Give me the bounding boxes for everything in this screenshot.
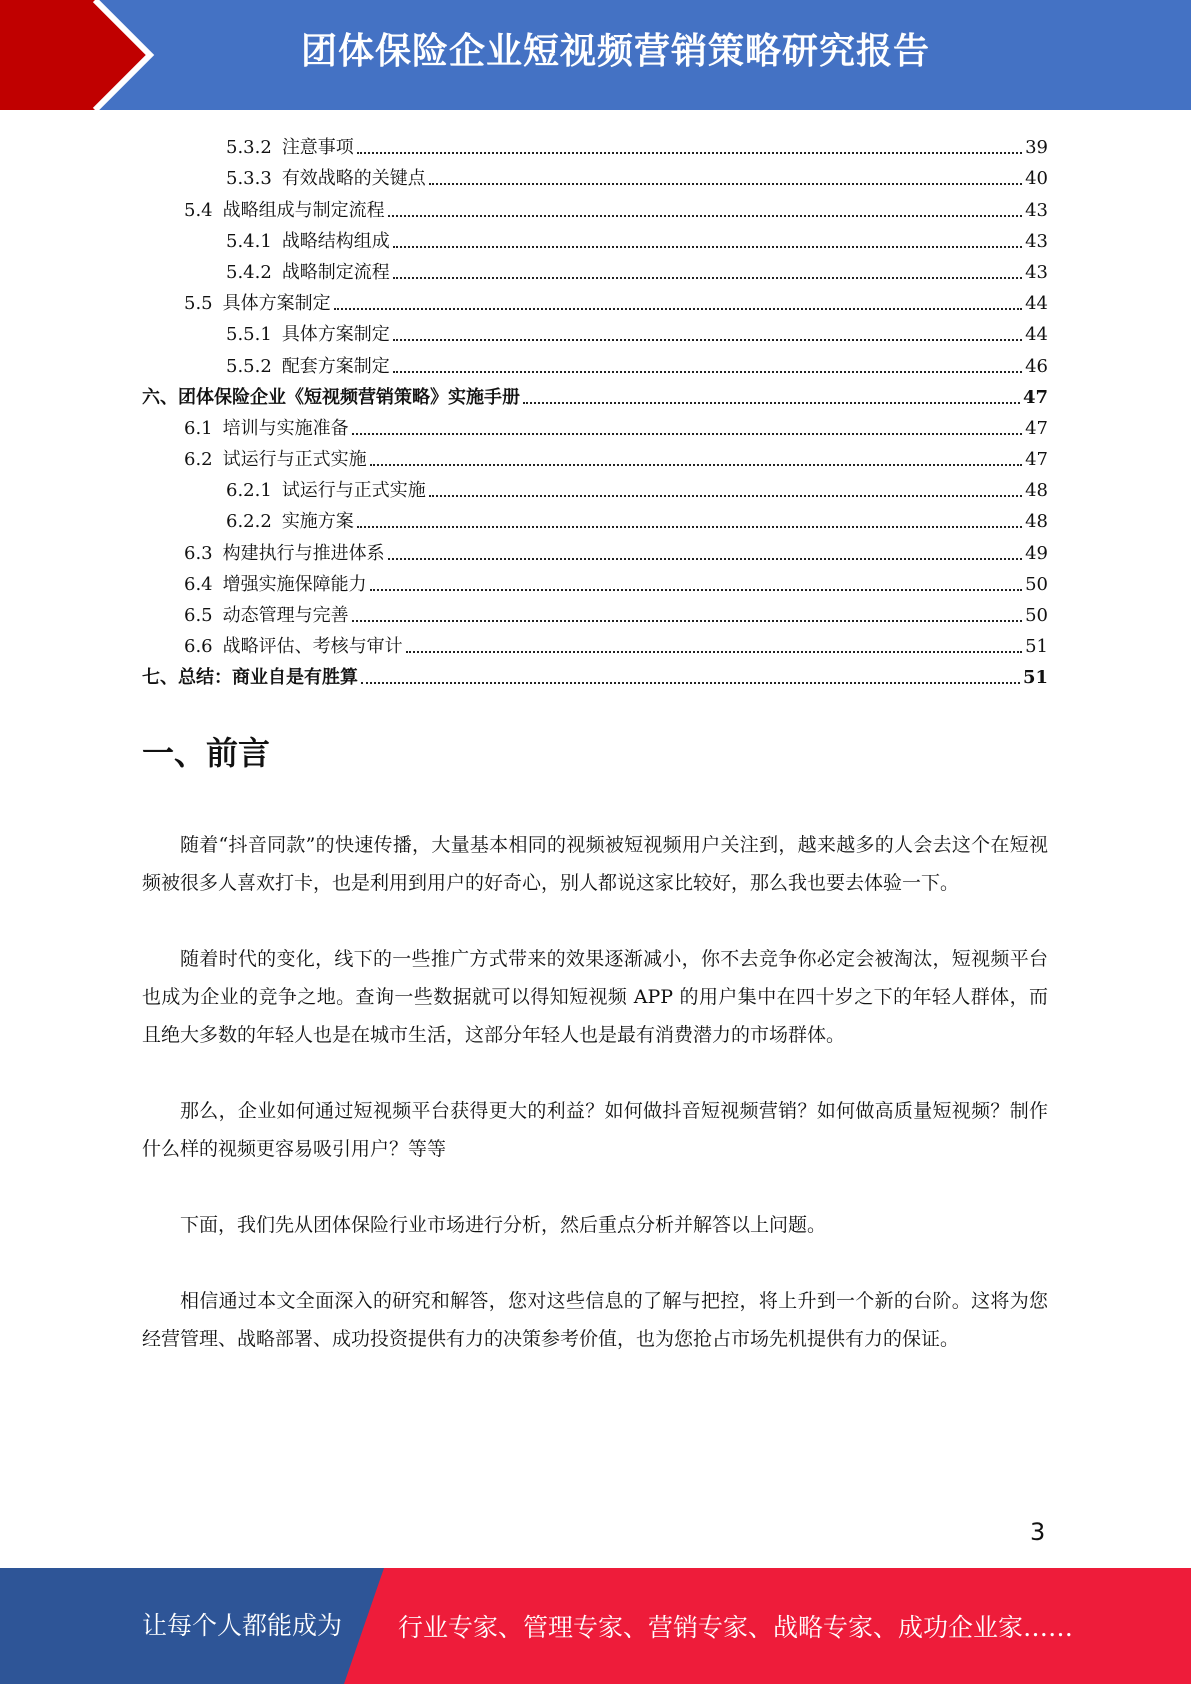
section-body bbox=[142, 826, 1048, 1396]
toc-entry-page: 51 bbox=[1025, 636, 1048, 658]
toc-entry-number: 5.4.2 bbox=[226, 261, 272, 283]
toc-entry[interactable] bbox=[142, 316, 1048, 347]
toc-entry-number: 6.4 bbox=[184, 573, 213, 595]
toc-entry-number: 6.1 bbox=[184, 417, 213, 439]
toc-dot-leader bbox=[388, 215, 1022, 217]
toc-entry-page: 46 bbox=[1025, 355, 1048, 377]
toc-entry-title: 战略组成与制定流程 bbox=[222, 199, 385, 221]
toc-dot-leader bbox=[370, 589, 1022, 591]
toc-dot-leader bbox=[393, 277, 1022, 279]
toc-entry-page: 39 bbox=[1025, 137, 1048, 159]
paragraph: 随着“抖音同款”的快速传播，大量基本相同的视频被短视频用户关注到，越来越多的人会去这个在短视频被很多人喜欢打卡，也是利用到用户的好奇心，别人都说这家比较好，那么我也要去体验一下。 bbox=[142, 834, 1048, 894]
toc-entry-title: 动态管理与完善 bbox=[222, 605, 349, 626]
toc-entry-page: 43 bbox=[1025, 261, 1048, 283]
toc-dot-leader bbox=[361, 682, 1020, 684]
toc-entry[interactable] bbox=[142, 410, 1048, 441]
toc-dot-leader bbox=[352, 620, 1022, 622]
toc-entry-title: 六、团体保险企业《短视频营销策略》实施手册 bbox=[142, 386, 520, 408]
table-of-contents bbox=[142, 129, 1048, 690]
toc-entry-number: 6.3 bbox=[184, 542, 213, 564]
toc-entry-number: 5.4.1 bbox=[226, 230, 272, 252]
toc-entry-page: 51 bbox=[1022, 667, 1048, 689]
toc-entry-page: 44 bbox=[1025, 324, 1048, 346]
toc-entry[interactable] bbox=[142, 472, 1048, 503]
toc-entry-page: 44 bbox=[1025, 293, 1048, 315]
toc-entry-page: 40 bbox=[1025, 168, 1048, 190]
toc-dot-leader bbox=[393, 246, 1022, 248]
toc-entry-number: 6.6 bbox=[184, 636, 213, 658]
toc-entry[interactable] bbox=[142, 191, 1048, 222]
toc-dot-leader bbox=[429, 183, 1022, 185]
toc-entry[interactable] bbox=[142, 129, 1048, 160]
toc-entry-page: 47 bbox=[1025, 417, 1048, 439]
paragraph: 随着时代的变化，线下的一些推广方式带来的效果逐渐减小，你不去竞争你必定会被淘汰，短视频平台也成为企业的竞争之地。查询一些数据就可以得知短视频 APP 的用户集中在四十岁之下的年轻人群体，而且绝大多数的年轻人也是在城市生活，这部分年轻人也是最有消费潜力的市场群体。 bbox=[142, 948, 1048, 1046]
toc-entry-title: 试运行与正式实施 bbox=[222, 449, 367, 471]
toc-entry[interactable] bbox=[142, 379, 1048, 410]
paragraph: 相信通过本文全面深入的研究和解答，您对这些信息的了解与把控，将上升到一个新的台阶。这将为您经营管理、战略部署、成功投资提供有力的决策参考价值，也为您抢占市场先机提供有力的保证。 bbox=[142, 1290, 1048, 1350]
toc-entry-title: 配套方案制定 bbox=[281, 355, 390, 377]
toc-entry-title: 具体方案制定 bbox=[281, 324, 390, 346]
toc-dot-leader bbox=[388, 558, 1022, 560]
toc-entry-number: 6.2 bbox=[184, 449, 213, 471]
toc-dot-leader bbox=[352, 433, 1022, 435]
toc-entry[interactable] bbox=[142, 285, 1048, 316]
toc-dot-leader bbox=[429, 495, 1022, 497]
toc-dot-leader bbox=[523, 402, 1020, 404]
toc-entry-number: 5.5.2 bbox=[226, 355, 272, 377]
toc-entry-title: 培训与实施准备 bbox=[222, 417, 349, 439]
toc-entry-title: 构建执行与推进体系 bbox=[222, 542, 385, 564]
toc-entry[interactable] bbox=[142, 659, 1048, 690]
toc-dot-leader bbox=[393, 371, 1022, 373]
toc-entry-page: 43 bbox=[1025, 230, 1048, 252]
toc-entry[interactable] bbox=[142, 441, 1048, 472]
toc-entry-number: 6.2.2 bbox=[226, 511, 272, 533]
page-header bbox=[0, 0, 1191, 110]
toc-entry[interactable] bbox=[142, 503, 1048, 534]
toc-entry-number: 6.5 bbox=[184, 605, 213, 626]
toc-dot-leader bbox=[393, 339, 1022, 341]
paragraph: 那么，企业如何通过短视频平台获得更大的利益？如何做抖音短视频营销？如何做高质量短视频？制作什么样的视频更容易吸引用户？等等 bbox=[142, 1100, 1048, 1160]
section-title: 一、前言 bbox=[142, 734, 271, 772]
footer-slogan-left: 让每个人都能成为 bbox=[142, 1611, 343, 1640]
toc-entry-title: 实施方案 bbox=[281, 511, 354, 533]
toc-entry-page: 48 bbox=[1025, 511, 1048, 533]
toc-entry-page: 50 bbox=[1025, 605, 1048, 626]
page-number: 3 bbox=[1030, 1518, 1046, 1546]
header-title: 团体保险企业短视频营销策略研究报告 bbox=[300, 31, 930, 72]
toc-entry-number: 5.5.1 bbox=[226, 324, 272, 346]
toc-entry-title: 试运行与正式实施 bbox=[281, 480, 426, 502]
toc-entry[interactable] bbox=[142, 160, 1048, 191]
toc-entry-title: 七、总结：商业自是有胜算 bbox=[142, 667, 358, 689]
toc-entry-title: 战略评估、考核与审计 bbox=[222, 636, 403, 658]
toc-entry-title: 战略结构组成 bbox=[281, 230, 390, 252]
toc-entry-page: 47 bbox=[1025, 449, 1048, 471]
toc-entry-page: 50 bbox=[1025, 573, 1048, 595]
toc-entry[interactable] bbox=[142, 566, 1048, 597]
toc-dot-leader bbox=[406, 651, 1022, 653]
toc-entry-number: 6.2.1 bbox=[226, 480, 272, 502]
toc-entry-title: 注意事项 bbox=[281, 137, 354, 159]
toc-entry-title: 有效战略的关键点 bbox=[281, 168, 426, 190]
toc-entry-number: 5.3.2 bbox=[226, 137, 272, 159]
toc-entry-title: 具体方案制定 bbox=[222, 293, 331, 315]
toc-entry-number: 5.5 bbox=[184, 293, 213, 315]
toc-entry[interactable] bbox=[142, 534, 1048, 565]
toc-entry[interactable] bbox=[142, 347, 1048, 378]
toc-entry-page: 47 bbox=[1022, 386, 1048, 408]
toc-entry-page: 43 bbox=[1025, 199, 1048, 221]
toc-entry-number: 5.4 bbox=[184, 199, 213, 221]
page-footer bbox=[0, 1568, 1191, 1684]
toc-entry[interactable] bbox=[142, 223, 1048, 254]
paragraph: 下面，我们先从团体保险行业市场进行分析，然后重点分析并解答以上问题。 bbox=[180, 1214, 827, 1236]
toc-entry-page: 48 bbox=[1025, 480, 1048, 502]
toc-entry[interactable] bbox=[142, 628, 1048, 659]
toc-dot-leader bbox=[357, 526, 1022, 528]
toc-dot-leader bbox=[334, 308, 1022, 310]
toc-entry[interactable] bbox=[142, 254, 1048, 285]
toc-entry[interactable] bbox=[142, 597, 1048, 628]
toc-entry-page: 49 bbox=[1025, 542, 1048, 564]
footer-slogan-right: 行业专家、管理专家、营销专家、战略专家、成功企业家…… bbox=[398, 1613, 1074, 1642]
toc-entry-title: 增强实施保障能力 bbox=[222, 573, 367, 595]
toc-dot-leader bbox=[357, 152, 1022, 154]
toc-dot-leader bbox=[370, 464, 1022, 466]
toc-entry-number: 5.3.3 bbox=[226, 168, 272, 190]
toc-entry-title: 战略制定流程 bbox=[281, 261, 390, 283]
